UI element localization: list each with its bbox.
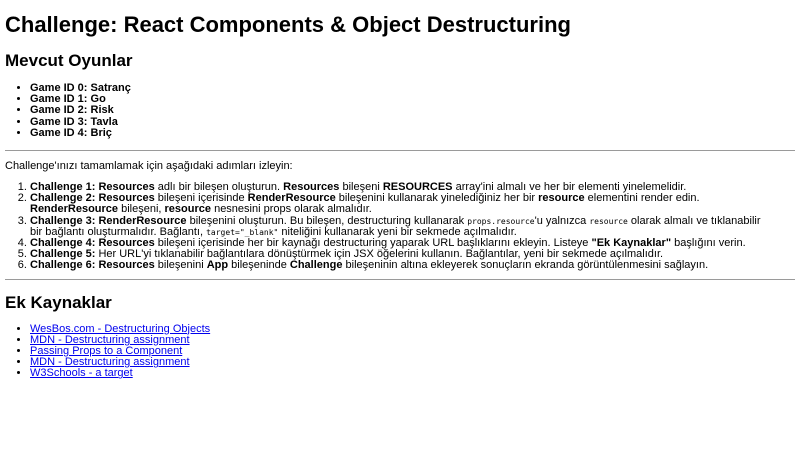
resource-link-mdn-destructuring[interactable]: MDN - Destructuring assignment (30, 333, 190, 346)
challenge-keyword: Resources (98, 237, 155, 250)
challenge-text: 'u yalnızca (534, 214, 590, 227)
challenge-label: Challenge 2: (30, 192, 96, 205)
challenge-label: Challenge 6: (30, 259, 96, 272)
challenge-keyword: Resources (98, 259, 155, 272)
games-heading: Mevcut Oyunlar (5, 51, 133, 70)
challenge-text: Her URL'yi tıklanabilir bağlantılara dönüştürmek için JSX öğelerini kullanın. Bağlantılar, yeni bir sekmede açılmalıdır. (95, 248, 664, 261)
challenge-keyword: "Ek Kaynaklar" (591, 237, 672, 250)
challenge-keyword: Challenge (289, 259, 343, 272)
challenge-text: array'ini almalı ve her bir elementi yinelemelidir. (452, 181, 687, 194)
resources-list (5, 324, 795, 380)
challenge-label: Challenge 4: (30, 237, 96, 250)
challenge-keyword: Resources (98, 181, 155, 194)
challenge-item-2 (30, 193, 795, 215)
challenge-text: bileşeni içerisinde her bir kaynağı destructuring yaparak URL başlıklarını ekleyin. Listeye (154, 237, 592, 250)
challenge-keyword: RESOURCES (382, 181, 453, 194)
game-item: • Game ID 3: Tavla (30, 117, 795, 128)
challenge-text: adlı bir bileşen oluşturun. (154, 181, 284, 194)
inline-code: resource (589, 216, 628, 226)
game-item: • Game ID 4: Briç (30, 128, 795, 139)
resource-link-w3schools[interactable]: W3Schools - a target (30, 367, 133, 380)
challenge-text: bileşeni (339, 181, 383, 194)
challenge-text: bileşeni içerisinde (154, 192, 248, 205)
challenge-keyword: resource (164, 203, 212, 216)
game-item: • Game ID 2: Risk (30, 105, 795, 116)
challenge-list (5, 182, 795, 272)
divider (5, 150, 795, 151)
challenge-keyword: RenderResource (30, 203, 119, 216)
challenge-text: bileşenini kullanarak yinelediğiniz her bir (335, 192, 539, 205)
challenge-text: bileşenini oluşturun. Bu bileşen, destructuring kullanarak (186, 214, 468, 227)
challenge-label: Challenge 1: (30, 181, 96, 194)
resource-link-mdn-destructuring-2[interactable]: MDN - Destructuring assignment (30, 356, 190, 369)
inline-code: props.resource (467, 216, 535, 226)
challenge-text: bileşeninde (228, 259, 290, 272)
challenge-keyword: RenderResource (98, 214, 187, 227)
challenge-keyword: Resources (98, 192, 155, 205)
challenge-label: Challenge 3: (30, 214, 96, 227)
challenge-keyword: App (206, 259, 229, 272)
resource-link-passing-props[interactable]: Passing Props to a Component (30, 345, 183, 358)
page-title: Challenge: React Components & Object Destructuring (5, 12, 571, 37)
challenge-item-3 (30, 216, 795, 238)
game-item: • Game ID 0: Satranç (30, 83, 795, 94)
inline-code: target="_blank" (206, 227, 279, 237)
challenge-keyword: Resources (283, 181, 340, 194)
challenge-text: bileşeni, (118, 203, 165, 216)
challenge-text: başlığını verin. (671, 237, 746, 250)
challenge-keyword: RenderResource (247, 192, 336, 205)
game-item: • Game ID 1: Go (30, 94, 795, 105)
challenge-text: nesnesini props olarak almalıdır. (211, 203, 372, 216)
intro-text: Challenge'ınızı tamamlamak için aşağıdaki adımları izleyin: (5, 160, 293, 173)
challenge-text: niteliğini kullanarak yeni bir sekmede açılmalıdır. (278, 225, 517, 238)
challenge-text: elementini render edin. (584, 192, 700, 205)
challenge-text: bileşeninin altına ekleyerek sonuçların ekranda görüntülenmesini sağlayın. (342, 259, 709, 272)
resource-item (30, 357, 795, 368)
resources-heading: Ek Kaynaklar (5, 292, 112, 312)
challenge-text: olarak almalı ve tıklanabilir bir bağlantı oluşturmalıdır. Bağlantı, (30, 214, 761, 238)
resource-link-wesbos[interactable]: WesBos.com - Destructuring Objects (30, 322, 211, 335)
challenge-keyword: resource (538, 192, 585, 205)
challenge-item-6 (30, 260, 795, 271)
challenge-label: Challenge 5: (30, 248, 96, 261)
games-list (5, 83, 795, 139)
resource-item (30, 368, 795, 379)
challenge-text: bileşenini (154, 259, 207, 272)
